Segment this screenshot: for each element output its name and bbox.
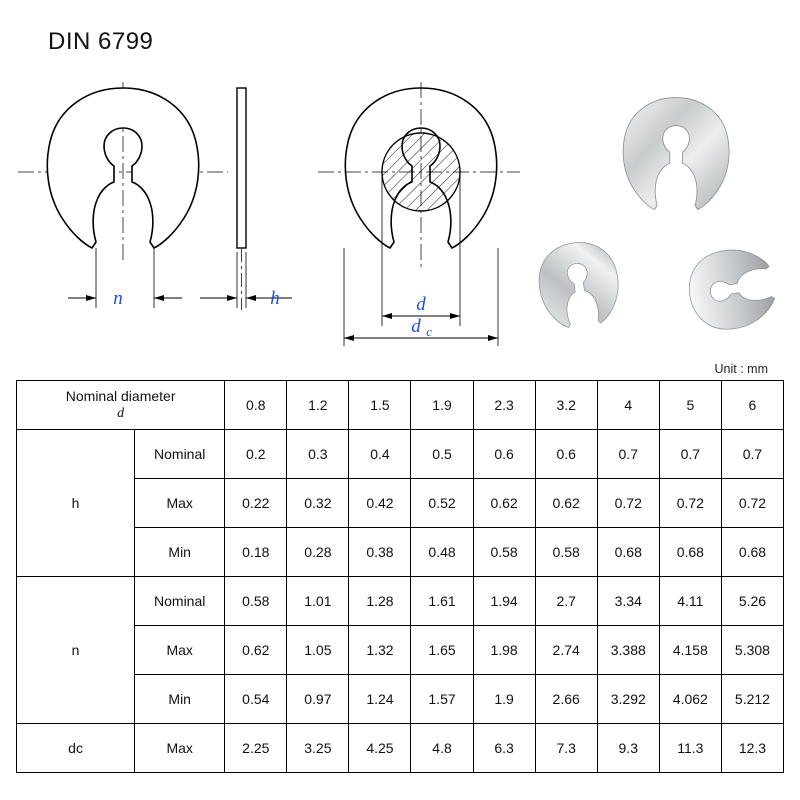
view-side-thickness <box>200 88 292 310</box>
cell-value: 6.3 <box>473 724 535 773</box>
group-label-h: h <box>17 430 135 577</box>
cell-value: 1.32 <box>349 626 411 675</box>
cell-value: 0.72 <box>597 479 659 528</box>
table-row <box>17 430 784 479</box>
cell-value: 0.42 <box>349 479 411 528</box>
cell-value: 0.6 <box>535 430 597 479</box>
cell-value: 3.292 <box>597 675 659 724</box>
cell-value: 5.26 <box>721 577 783 626</box>
cell-value: 0.38 <box>349 528 411 577</box>
cell-value: 0.48 <box>411 528 473 577</box>
cell-value: 9.3 <box>597 724 659 773</box>
cell-value: 4.25 <box>349 724 411 773</box>
table-row <box>17 577 784 626</box>
shaft-section-circle <box>382 133 460 211</box>
sub-label-min: Min <box>135 528 225 577</box>
nominal-value-cell: 5 <box>659 381 721 430</box>
cell-value: 0.7 <box>597 430 659 479</box>
cell-value: 11.3 <box>659 724 721 773</box>
cell-value: 0.7 <box>721 430 783 479</box>
cell-value: 0.62 <box>225 626 287 675</box>
nominal-value-cell: 1.2 <box>287 381 349 430</box>
cell-value: 5.212 <box>721 675 783 724</box>
cell-value: 1.28 <box>349 577 411 626</box>
cell-value: 1.65 <box>411 626 473 675</box>
cell-value: 0.6 <box>473 430 535 479</box>
cell-value: 1.24 <box>349 675 411 724</box>
cell-value: 4.062 <box>659 675 721 724</box>
sub-label-nominal: Nominal <box>135 577 225 626</box>
nominal-value-cell: 1.5 <box>349 381 411 430</box>
sub-label-min: Min <box>135 675 225 724</box>
specification-table <box>16 380 784 773</box>
sub-label-max: Max <box>135 479 225 528</box>
cell-value: 4.8 <box>411 724 473 773</box>
nominal-value-cell: 6 <box>721 381 783 430</box>
dim-label-n: n <box>113 288 123 309</box>
cell-value: 0.32 <box>287 479 349 528</box>
nominal-value-cell: 0.8 <box>225 381 287 430</box>
cell-value: 0.18 <box>225 528 287 577</box>
group-label-n: n <box>17 577 135 724</box>
photo-clip-left <box>534 237 624 330</box>
arrow-d-right <box>450 313 460 319</box>
cell-value: 0.97 <box>287 675 349 724</box>
cell-value: 4.158 <box>659 626 721 675</box>
drawing-svg <box>0 60 800 350</box>
side-profile-rect <box>237 88 246 248</box>
cell-value: 0.68 <box>659 528 721 577</box>
cell-value: 0.68 <box>721 528 783 577</box>
cell-value: 2.25 <box>225 724 287 773</box>
dim-label-dc: d <box>411 316 421 337</box>
sub-label-max: Max <box>135 626 225 675</box>
cell-value: 2.66 <box>535 675 597 724</box>
cell-value: 7.3 <box>535 724 597 773</box>
arrow-h-right <box>246 295 256 301</box>
cell-value: 12.3 <box>721 724 783 773</box>
photo-clip-top <box>623 98 729 210</box>
sub-label-nominal: Nominal <box>135 430 225 479</box>
cell-value: 1.9 <box>473 675 535 724</box>
cell-value: 4.11 <box>659 577 721 626</box>
product-photo-group <box>534 98 779 336</box>
cell-value: 3.25 <box>287 724 349 773</box>
arrow-dc-left <box>344 335 354 341</box>
cell-value: 0.58 <box>535 528 597 577</box>
arrow-h-left <box>227 295 237 301</box>
unit-note: Unit : mm <box>714 362 768 376</box>
cell-value: 0.52 <box>411 479 473 528</box>
cell-value: 0.72 <box>659 479 721 528</box>
cell-value: 0.62 <box>473 479 535 528</box>
cell-value: 3.388 <box>597 626 659 675</box>
cell-value: 0.7 <box>659 430 721 479</box>
cell-value: 0.58 <box>473 528 535 577</box>
cell-value: 0.28 <box>287 528 349 577</box>
cell-value: 1.61 <box>411 577 473 626</box>
table-row <box>17 724 784 773</box>
cell-value: 0.62 <box>535 479 597 528</box>
cell-value: 2.7 <box>535 577 597 626</box>
cell-value: 3.34 <box>597 577 659 626</box>
cell-value: 1.05 <box>287 626 349 675</box>
dim-label-h: h <box>270 288 280 309</box>
cell-value: 0.22 <box>225 479 287 528</box>
nominal-value-cell: 1.9 <box>411 381 473 430</box>
cell-value: 0.3 <box>287 430 349 479</box>
nominal-value-cell: 4 <box>597 381 659 430</box>
cell-value: 5.308 <box>721 626 783 675</box>
cell-value: 1.57 <box>411 675 473 724</box>
table-row-header <box>17 381 784 430</box>
nominal-header-line1: Nominal diameter <box>65 387 176 404</box>
cell-value: 0.58 <box>225 577 287 626</box>
photo-clip-right <box>683 243 779 335</box>
arrow-n-right <box>154 295 164 301</box>
cell-value: 0.2 <box>225 430 287 479</box>
sub-label-max: Max <box>135 724 225 773</box>
cell-value: 0.72 <box>721 479 783 528</box>
nominal-value-cell: 2.3 <box>473 381 535 430</box>
cell-value: 0.54 <box>225 675 287 724</box>
cell-value: 0.5 <box>411 430 473 479</box>
arrow-d-left <box>382 313 392 319</box>
page-title: DIN 6799 <box>48 28 154 55</box>
view-front-with-shaft <box>318 82 520 346</box>
arrow-n-left <box>86 295 96 301</box>
dim-label-d: d <box>416 294 426 315</box>
nominal-diameter-header <box>17 381 225 430</box>
nominal-header-line2: d <box>117 406 125 421</box>
nominal-value-cell: 3.2 <box>535 381 597 430</box>
cell-value: 1.98 <box>473 626 535 675</box>
group-label-dc: dc <box>17 724 135 773</box>
cell-value: 2.74 <box>535 626 597 675</box>
view-front-clip <box>18 82 228 309</box>
arrow-dc-right <box>488 335 498 341</box>
technical-drawing <box>0 60 800 350</box>
cell-value: 0.68 <box>597 528 659 577</box>
cell-value: 1.94 <box>473 577 535 626</box>
dim-label-dc-subscript: c <box>426 324 432 339</box>
cell-value: 1.01 <box>287 577 349 626</box>
cell-value: 0.4 <box>349 430 411 479</box>
